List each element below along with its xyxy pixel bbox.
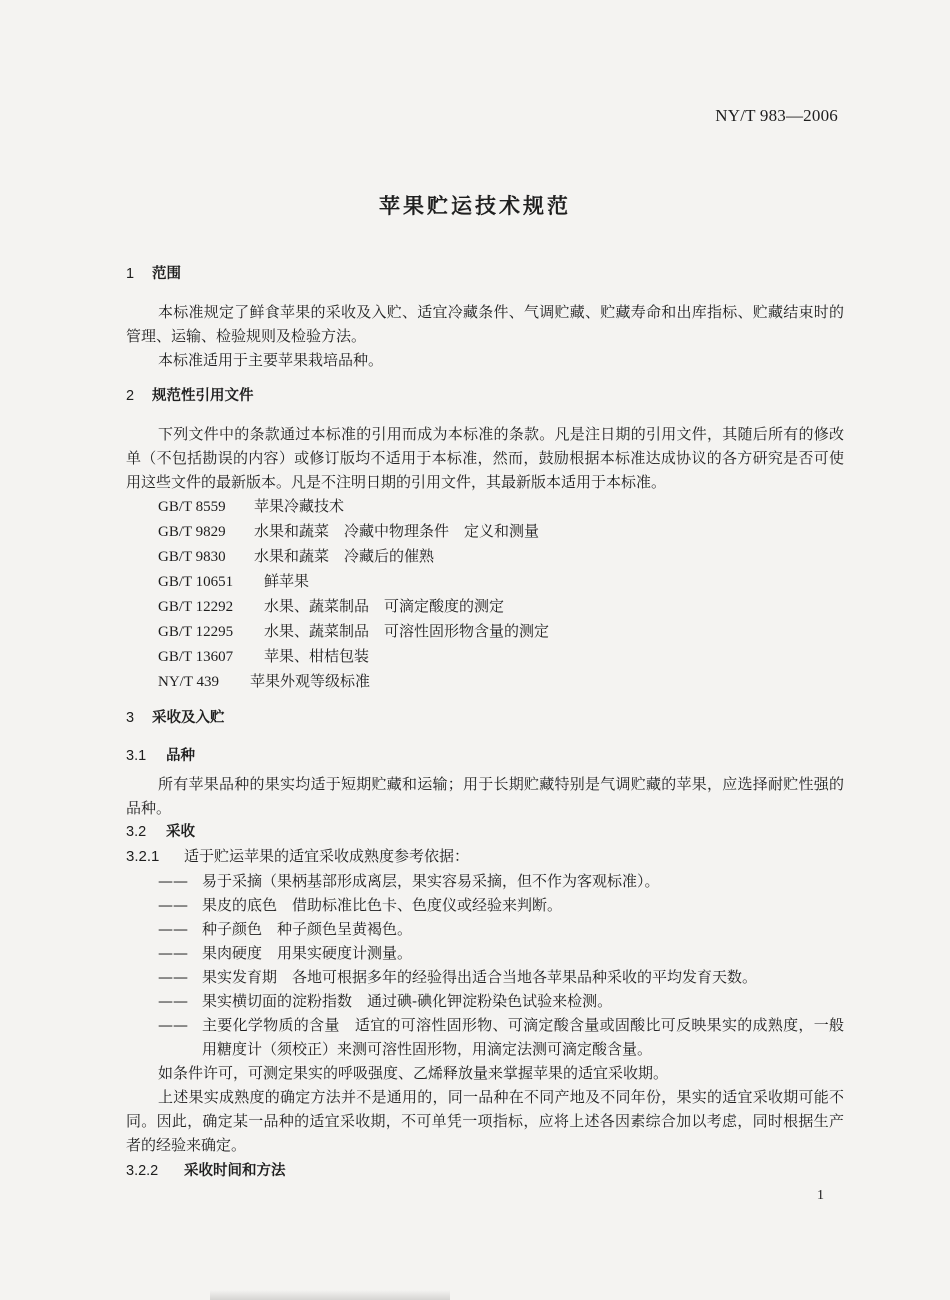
reference-code: NY/T 439 (158, 674, 219, 690)
section-3-2-2-heading (126, 1159, 844, 1183)
reference-code: GB/T 10651 (158, 574, 234, 590)
reference-item (126, 544, 844, 569)
list-item-text: 主要化学物质的含量 适宜的可溶性固形物、可滴定酸含量或固酸比可反映果实的成熟度，一般用糖度计（须校正）来测可溶性固形物，用滴定法测可滴定酸含量。 (202, 1016, 844, 1058)
reference-title: 苹果外观等级标准 (250, 672, 371, 690)
document-body (126, 262, 844, 1183)
section-3-2-1-heading (126, 844, 844, 869)
section-title: 范围 (152, 266, 181, 282)
document-title: 苹果贮运技术规范 (379, 194, 571, 218)
list-item-text: 果皮的底色 借助标准比色卡、色度仪或经验来判断。 (202, 896, 563, 914)
reference-title: 苹果、柑桔包装 (264, 647, 370, 665)
reference-title: 水果和蔬菜 冷藏中物理条件 定义和测量 (254, 522, 540, 540)
list-item (126, 989, 844, 1013)
dash-mark: —— (158, 968, 188, 986)
section-number: 1 (126, 266, 135, 282)
paragraph: 本标准规定了鲜食苹果的采收及入贮、适宜冷藏条件、气调贮藏、贮藏寿命和出库指标、贮藏结束时的管理、运输、检验规则及检验方法。 (126, 303, 844, 345)
reference-code: GB/T 13607 (158, 649, 234, 665)
section-title: 采收时间和方法 (184, 1163, 286, 1179)
section-3-1-heading (126, 744, 844, 768)
list-item (126, 941, 844, 965)
section-number: 3 (126, 710, 135, 726)
reference-title: 鲜苹果 (264, 572, 310, 590)
reference-title: 苹果冷藏技术 (254, 497, 345, 515)
paragraph: 所有苹果品种的果实均适于短期贮藏和运输；用于长期贮藏特别是气调贮藏的苹果，应选择耐贮性强的品种。 (126, 775, 844, 817)
section-number: 3.2 (126, 824, 147, 840)
section-2-heading (126, 384, 844, 408)
reference-code: GB/T 9829 (158, 524, 226, 540)
section-1-heading (126, 262, 844, 286)
list-item (126, 917, 844, 941)
reference-title: 水果、蔬菜制品 可溶性固形物含量的测定 (264, 622, 550, 640)
section-title: 规范性引用文件 (152, 388, 254, 404)
section-3-2-heading (126, 820, 844, 844)
page-number: 1 (817, 1188, 824, 1203)
list-item-text: 种子颜色 种子颜色呈黄褐色。 (202, 920, 413, 938)
section-3-heading (126, 706, 844, 730)
section-title: 品种 (166, 748, 195, 764)
paragraph: 本标准适用于主要苹果栽培品种。 (158, 351, 384, 369)
reference-item (126, 569, 844, 594)
list-item-text: 易于采摘（果柄基部形成离层，果实容易采摘，但不作为客观标准）。 (202, 872, 660, 890)
reference-item (126, 644, 844, 669)
reference-code: GB/T 9830 (158, 549, 226, 565)
section-title: 采收 (166, 824, 195, 840)
reference-item (126, 619, 844, 644)
list-item (126, 869, 844, 893)
section-number: 3.2.1 (126, 848, 160, 865)
reference-item (126, 669, 844, 694)
reference-title: 水果、蔬菜制品 可滴定酸度的测定 (264, 597, 505, 615)
section-title: 适于贮运苹果的适宜采收成熟度参考依据： (184, 847, 470, 865)
paragraph: 下列文件中的条款通过本标准的引用而成为本标准的条款。凡是注日期的引用文件，其随后所有的修改单（不包括勘误的内容）或修订版均不适用于本标准，然而，鼓励根据本标准达成协议的各方研究是否可使用这些文件的最新版本。凡是不注明日期的引用文件，其最新版本适用于本标准。 (126, 425, 844, 491)
list-item (126, 893, 844, 917)
section-number: 3.2.2 (126, 1163, 159, 1179)
reference-code: GB/T 12295 (158, 624, 234, 640)
section-number: 3.1 (126, 748, 147, 764)
reference-item (126, 594, 844, 619)
reference-title: 水果和蔬菜 冷藏后的催熟 (254, 547, 435, 565)
reference-code: GB/T 8559 (158, 499, 226, 515)
dash-mark: —— (158, 896, 188, 914)
section-title: 采收及入贮 (152, 710, 225, 726)
list-item-text: 果实发育期 各地可根据多年的经验得出适合当地各苹果品种采收的平均发育天数。 (202, 968, 758, 986)
section-number: 2 (126, 388, 135, 404)
paragraph: 上述果实成熟度的确定方法并不是通用的，同一品种在不同产地及不同年份，果实的适宜采收期可能不同。因此，确定某一品种的适宜采收期，不可单凭一项指标，应将上述各因素综合加以考虑，同时根据生产者的经验来确定。 (126, 1088, 844, 1154)
list-item-text: 果肉硬度 用果实硬度计测量。 (202, 944, 413, 962)
reference-item (126, 519, 844, 544)
list-item (126, 1013, 844, 1061)
list-item-text: 果实横切面的淀粉指数 通过碘-碘化钾淀粉染色试验来检测。 (202, 992, 613, 1010)
standard-code: NY/T 983—2006 (715, 106, 838, 125)
paragraph: 如条件许可，可测定果实的呼吸强度、乙烯释放量来掌握苹果的适宜采收期。 (158, 1064, 669, 1082)
dash-mark: —— (158, 1016, 188, 1034)
scan-edge-shadow (210, 1290, 450, 1300)
reference-code: GB/T 12292 (158, 599, 234, 615)
dash-mark: —— (158, 920, 188, 938)
list-item (126, 965, 844, 989)
reference-item (126, 494, 844, 519)
dash-mark: —— (158, 992, 188, 1010)
dash-mark: —— (158, 872, 188, 890)
dash-mark: —— (158, 944, 188, 962)
